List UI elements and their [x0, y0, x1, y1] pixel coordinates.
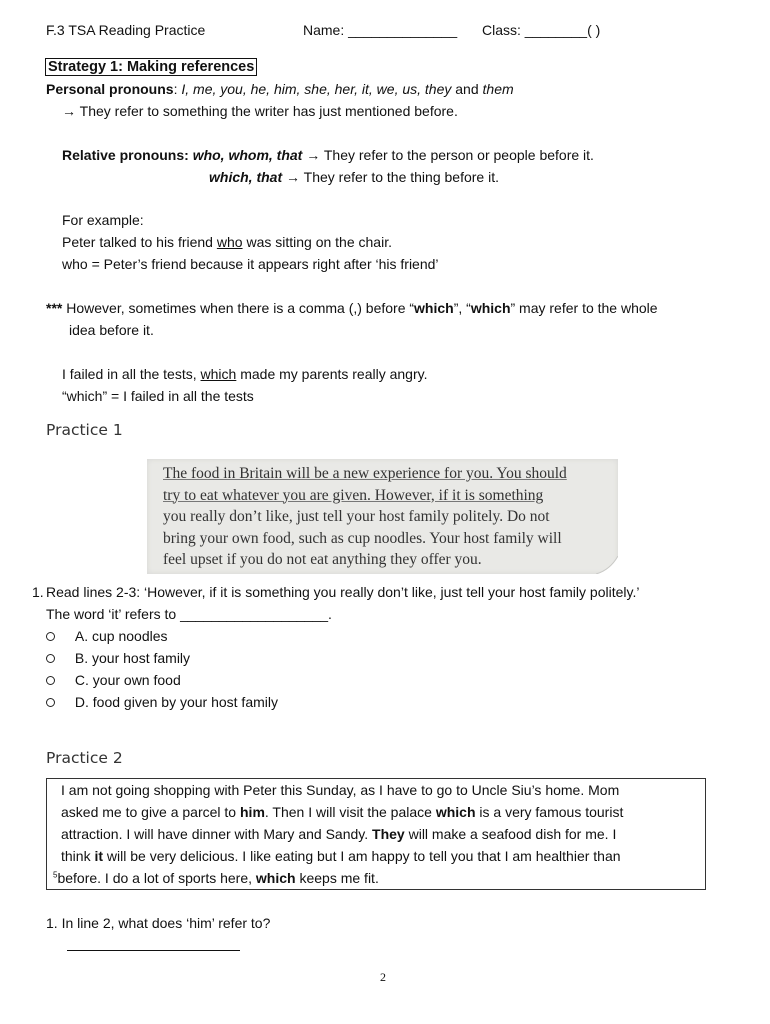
line-4-part-a: think — [61, 848, 95, 864]
passage-2-line-4 — [61, 848, 621, 864]
passage-line-3: you really don’t like, just tell your host family politely. Do not — [163, 508, 550, 525]
option-b-label: B. your host family — [74, 650, 191, 666]
however-part-1: However, sometimes when there is a comma (,) before “ — [62, 300, 415, 316]
line-2-which: which — [435, 804, 476, 820]
example-sentence-2 — [62, 366, 427, 382]
strategy-title: Strategy 1: Making references — [45, 58, 257, 76]
page-number: 2 — [380, 970, 386, 984]
class-field: Class: ________( ) — [482, 22, 601, 38]
line-2-part-a: asked me to give a parcel to — [61, 804, 240, 820]
name-field: Name: ______________ — [303, 22, 458, 38]
passage-2-line-5 — [53, 870, 379, 886]
passage-line-2 — [163, 485, 567, 507]
passage-2-line-1: I am not going shopping with Peter this Sunday, as I have to go to Uncle Siu’s home. Mom — [61, 782, 620, 798]
passage-line-5: feel upset if you do not eat anything they offer you. — [163, 551, 482, 568]
line-3-part-b: will make a seafood dish for me. I — [404, 826, 617, 842]
option-b-radio[interactable] — [46, 654, 55, 663]
however-stars: *** — [46, 300, 63, 316]
option-d-label: D. food given by your host family — [74, 694, 278, 710]
option-b[interactable] — [46, 650, 190, 666]
example-3-start: I failed in all the tests, — [62, 366, 201, 382]
passage-line-1: The food in Britain will be a new experience for you. You should — [163, 465, 567, 482]
relative-pronouns-line-2 — [209, 169, 499, 185]
practice-2-question: 1. In line 2, what does ‘him’ refer to? — [46, 915, 271, 931]
however-note — [46, 300, 658, 316]
example-heading: For example: — [62, 212, 144, 228]
example-explanation-1: who = Peter’s friend because it appears right after ‘his friend’ — [62, 256, 439, 272]
however-part-3: ” may refer to the whole — [510, 300, 658, 316]
example-3-keyword: which — [200, 366, 237, 382]
personal-pronouns-last: them — [482, 81, 514, 97]
practice-1-passage-text — [163, 463, 567, 571]
option-d-radio[interactable] — [46, 698, 55, 707]
option-c[interactable] — [46, 672, 181, 688]
relative-pronouns-line-1 — [62, 147, 594, 163]
line-4-it: it — [94, 848, 104, 864]
practice-1-passage-image — [147, 459, 618, 574]
relative-note-1: → They refer to the person or people before it. — [306, 147, 594, 163]
example-explanation-2: “which” = I failed in all the tests — [62, 388, 254, 404]
page-curl-icon — [596, 556, 618, 574]
line-4-part-b: will be very delicious. I like eating but I am happy to tell you that I am healthier than — [103, 848, 621, 864]
however-which-1: which — [414, 300, 454, 316]
line-5-part-b: keeps me fit. — [295, 870, 379, 886]
option-d[interactable] — [46, 694, 278, 710]
line-5-which: which — [255, 870, 296, 886]
example-3-end: made my parents really angry. — [236, 366, 428, 382]
however-part-2: ”, “ — [453, 300, 471, 316]
practice-2-passage — [46, 778, 706, 890]
answer-line[interactable] — [67, 950, 240, 951]
personal-and: and — [455, 81, 479, 97]
personal-pronouns-note: → They refer to something the writer has just mentioned before. — [62, 103, 458, 119]
option-a[interactable] — [46, 628, 168, 644]
example-1-end: was sitting on the chair. — [242, 234, 392, 250]
personal-colon: : — [173, 81, 178, 97]
practice-2-heading: Practice 2 — [46, 749, 123, 767]
practice-1-heading: Practice 1 — [46, 421, 123, 439]
however-which-2: which — [470, 300, 511, 316]
example-1-start: Peter talked to his friend — [62, 234, 217, 250]
however-note-continued: idea before it. — [69, 322, 154, 338]
relative-list-1: who, whom, that — [192, 147, 303, 163]
line-3-they: They — [372, 826, 405, 842]
practice-1-question: Read lines 2-3: ‘However, if it is something you really don’t like, just tell your host family politely.’ — [46, 584, 640, 600]
line-2-part-c: is a very famous tourist — [475, 804, 624, 820]
option-c-label: C. your own food — [74, 672, 181, 688]
line-2-part-b: . Then I will visit the palace — [264, 804, 436, 820]
example-sentence-1 — [62, 234, 392, 250]
practice-1-prompt: The word ‘it’ refers to ___________________. — [46, 606, 332, 622]
passage-2-line-2 — [61, 804, 623, 820]
option-a-label: A. cup noodles — [74, 628, 168, 644]
personal-pronouns-line — [46, 81, 514, 97]
option-c-radio[interactable] — [46, 676, 55, 685]
example-1-keyword: who — [216, 234, 243, 250]
line-3-part-a: attraction. I will have dinner with Mary and Sandy. — [61, 826, 373, 842]
passage-line-4: bring your own food, such as cup noodles. Your host family will — [163, 529, 562, 547]
practice-1-question-number: 1. — [32, 584, 44, 600]
relative-list-2: which, that — [209, 169, 283, 185]
option-a-radio[interactable] — [46, 632, 55, 641]
line-2-him: him — [240, 804, 265, 820]
relative-pronouns-label: Relative pronouns: — [62, 147, 189, 163]
worksheet-title: F.3 TSA Reading Practice — [46, 22, 206, 38]
relative-note-2: → They refer to the thing before it. — [286, 169, 499, 185]
passage-line-2-text: try to eat whatever you are given. However, if it is something — [163, 486, 544, 504]
line-number-marker: 5 — [53, 870, 58, 880]
line-5-part-a: before. I do a lot of sports here, — [57, 870, 256, 886]
personal-pronouns-label: Personal pronouns — [46, 81, 174, 97]
passage-2-line-3 — [61, 826, 616, 842]
personal-pronouns-list: I, me, you, he, him, she, her, it, we, us, they — [181, 81, 452, 97]
